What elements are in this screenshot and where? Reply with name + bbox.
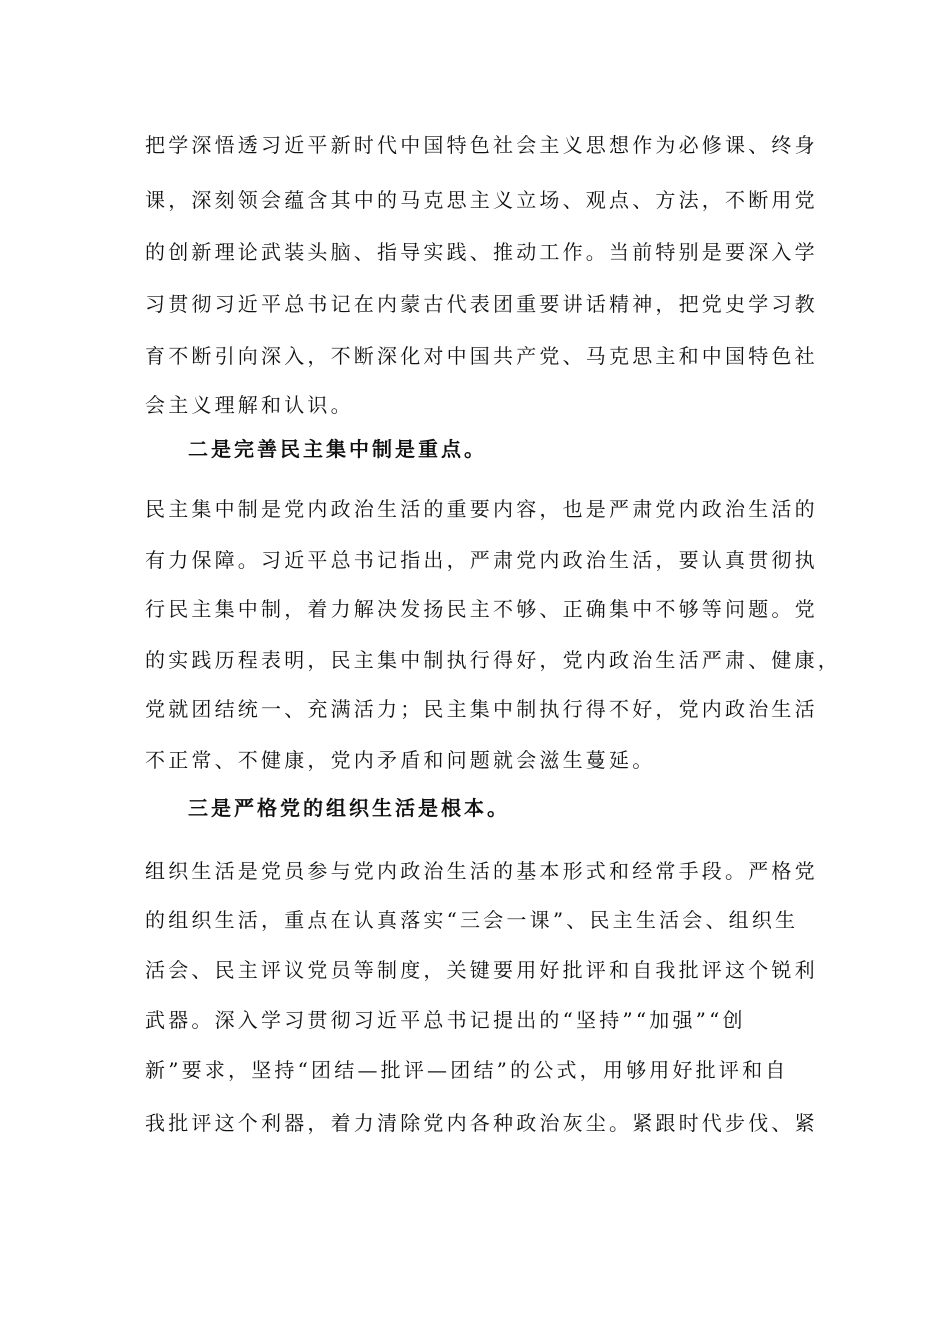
section-heading-3: 三是严格党的组织生活是根本。 [188, 796, 510, 820]
paragraph-1-line-1: 把学深悟透习近平新时代中国特色社会主义思想作为必修课、终身 [145, 133, 818, 157]
paragraph-3-line-3: 活会、民主评议党员等制度，关键要用好批评和自我批评这个锐利 [145, 958, 818, 982]
paragraph-2-line-1: 民主集中制是党内政治生活的重要内容，也是严肃党内政治生活的 [145, 497, 818, 521]
paragraph-3-line-5: 新”要求，坚持“团结—批评—团结”的公式，用够用好批评和自 [145, 1058, 789, 1082]
paragraph-2-line-6: 不正常、不健康，党内矛盾和问题就会滋生蔓延。 [145, 748, 656, 772]
paragraph-1-line-2: 课，深刻领会蕴含其中的马克思主义立场、观点、方法，不断用党 [145, 188, 818, 212]
paragraph-3-line-6: 我批评这个利器，着力清除党内各种政治灰尘。紧跟时代步伐、紧 [145, 1111, 818, 1135]
paragraph-2-line-5: 党就团结统一、充满活力；民主集中制执行得不好，党内政治生活 [145, 697, 818, 721]
paragraph-2-line-4: 的实践历程表明，民主集中制执行得好，党内政治生活严肃、健康， [145, 648, 841, 672]
paragraph-2-line-3: 行民主集中制，着力解决发扬民主不够、正确集中不够等问题。党 [145, 597, 818, 621]
paragraph-2-line-2: 有力保障。习近平总书记指出，严肃党内政治生活，要认真贯彻执 [145, 548, 818, 572]
paragraph-1-line-3: 的创新理论武装头脑、指导实践、推动工作。当前特别是要深入学 [145, 240, 818, 264]
paragraph-3-line-1: 组织生活是党员参与党内政治生活的基本形式和经常手段。严格党 [145, 859, 818, 883]
section-heading-2: 二是完善民主集中制是重点。 [188, 437, 487, 461]
paragraph-3-line-2: 的组织生活，重点在认真落实“三会一课”、民主生活会、组织生 [145, 908, 799, 932]
paragraph-1-line-4: 习贯彻习近平总书记在内蒙古代表团重要讲话精神，把党史学习教 [145, 292, 818, 316]
paragraph-1-line-6: 会主义理解和认识。 [145, 393, 354, 417]
paragraph-3-line-4: 武器。深入学习贯彻习近平总书记提出的“坚持”“加强”“创 [145, 1008, 746, 1032]
paragraph-1-line-5: 育不断引向深入，不断深化对中国共产党、马克思主和中国特色社 [145, 344, 818, 368]
